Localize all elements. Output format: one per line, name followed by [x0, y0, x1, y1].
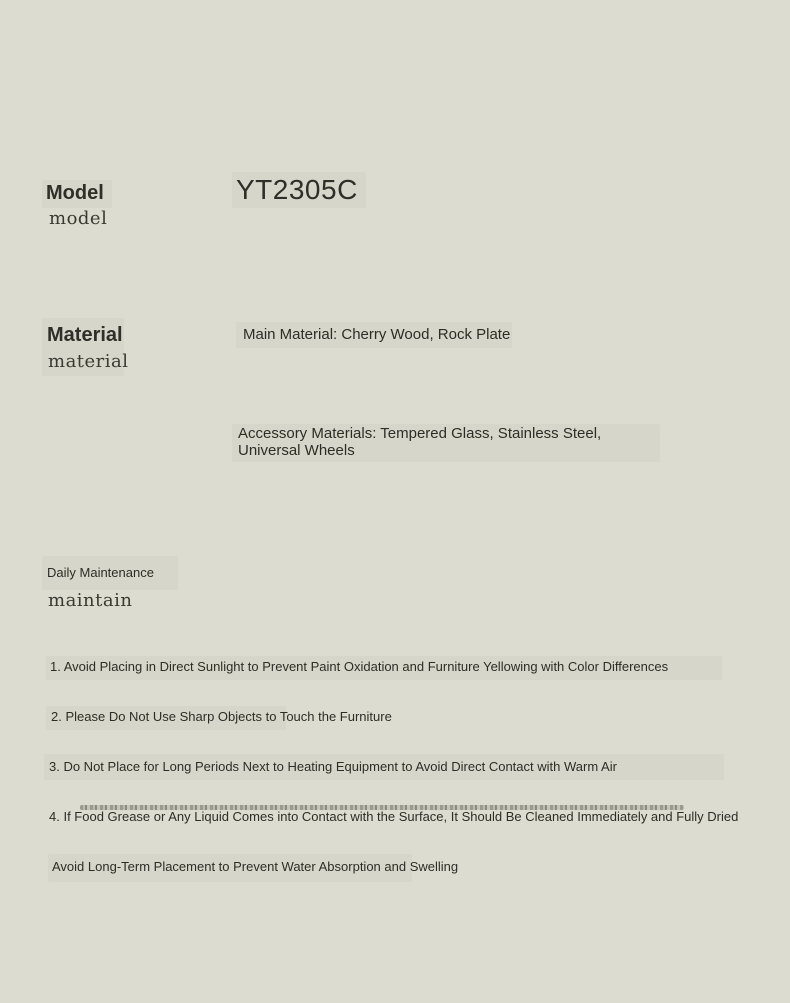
- maintenance-item: Avoid Long-Term Placement to Prevent Water Absorption and Swelling: [52, 859, 459, 874]
- material-label: Material: [47, 324, 123, 346]
- accessory-material-line2: Universal Wheels: [238, 442, 355, 459]
- maintenance-item: 1. Avoid Placing in Direct Sunlight to Prevent Paint Oxidation and Furniture Yellowing with Color Differences: [50, 659, 669, 674]
- model-value: YT2305C: [236, 174, 358, 205]
- maintenance-item: 3. Do Not Place for Long Periods Next to Heating Equipment to Avoid Direct Contact with Warm Air: [49, 759, 617, 774]
- maintenance-item: 4. If Food Grease or Any Liquid Comes into Contact with the Surface, It Should Be Cleaned Immediately and Fully Dried: [49, 809, 739, 824]
- main-material-text: Main Material: Cherry Wood, Rock Plate: [243, 326, 511, 343]
- maintenance-title: Daily Maintenance: [47, 565, 154, 580]
- maintenance-item: 2. Please Do Not Use Sharp Objects to Touch the Furniture: [51, 709, 392, 724]
- model-label: Model: [46, 182, 104, 204]
- accessory-material-line1: Accessory Materials: Tempered Glass, Stainless Steel,: [238, 425, 602, 442]
- maintenance-sublabel: maintain: [48, 590, 133, 611]
- model-sublabel: model: [49, 208, 108, 229]
- material-sublabel: material: [48, 351, 129, 372]
